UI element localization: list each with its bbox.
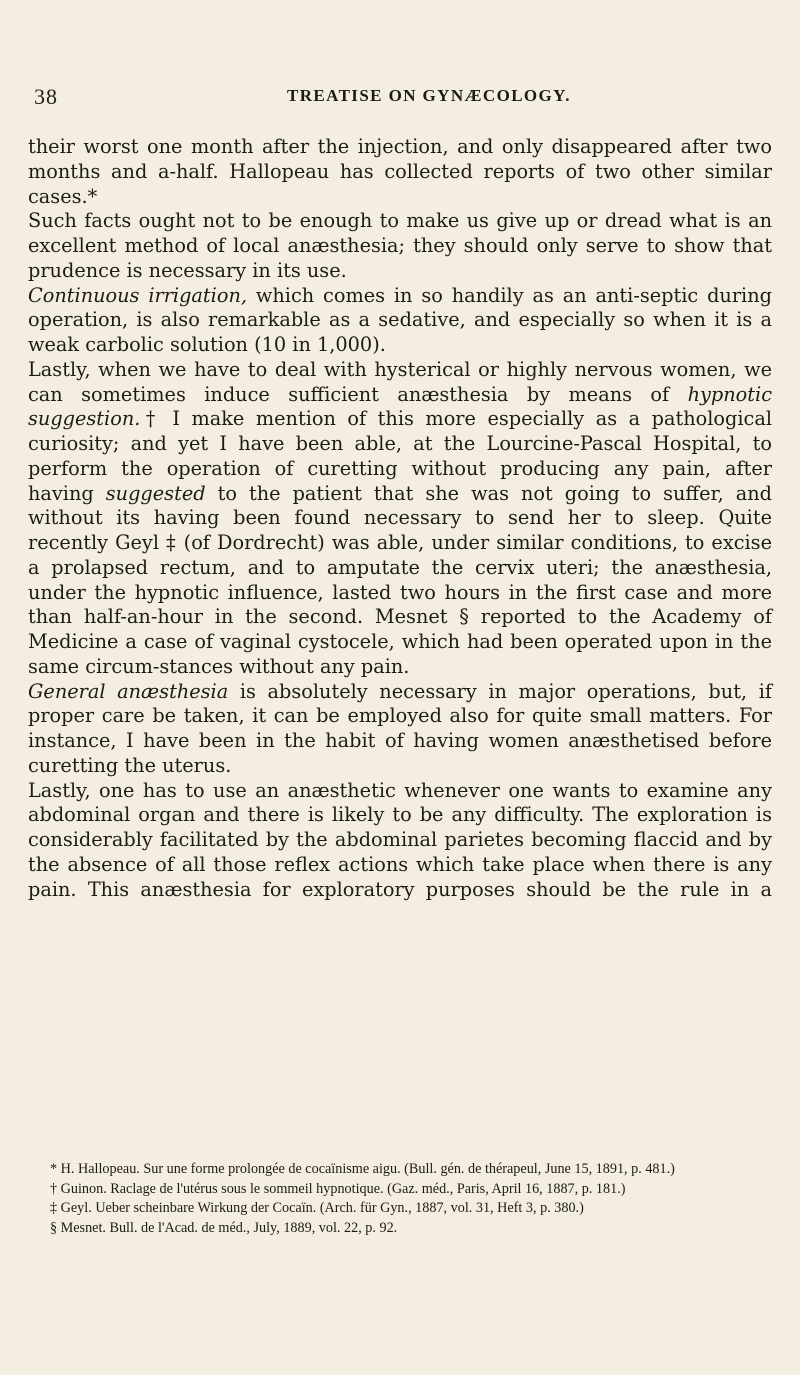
emphasis: General anæsthesia — [28, 679, 229, 703]
footnote: † Guinon. Raclage de l'utérus sous le sommeil hypnotique. (Gaz. méd., Paris, April 16, 1887, p. 181.) — [50, 1180, 626, 1197]
paragraph-6: Lastly, one has to use an anæsthetic whenever one wants to examine any abdominal organ and there is likely to be any difficulty. The exploration is considerably facilitated by the abdominal parietes becoming flaccid and by the absence of all those reflex actions which take place when there is any pain. This anæsthesia for exploratory purposes should be the rule in a — [28, 778, 772, 901]
paragraph-3: Continuous irrigation, which comes in so handily as an anti-septic during operation, is also remarkable as a sedative, and especially so when it is a weak carbolic solution (10 in 1,000). — [28, 283, 772, 356]
paragraph-4: Lastly, when we have to deal with hysterical or highly nervous women, we can sometimes induce sufficient anæsthesia by means of hypnotic suggestion.† I make mention of this more especially as a pathological curiosity; and yet I have been able, at the Lourcine-Pascal Hospital, to perform the operation of curetting without producing any pain, after having suggested to the patient that she was not going to suffer, and without its having been found necessary to send her to sleep. Quite recently Geyl ‡ (of Dordrecht) was able, under similar conditions, to excise a prolapsed rectum, and to amputate the cervix uteri; the anæsthesia, under the hypnotic influence, lasted two hours in the first case and more than half-an-hour in the second. Mesnet § reported to the Academy of Medicine a case of vaginal cystocele, which had been operated upon in the same circum-stances without any pain. — [28, 357, 772, 678]
paragraph-1: their worst one month after the injection, and only disappeared after two months and a-half. Hallopeau has collected reports of two other similar cases.* — [28, 135, 772, 208]
paragraph-5: General anæsthesia is absolutely necessary in major operations, but, if proper care be taken, it can be employed also for quite small matters. For instance, I have been in the habit of having women anæsthetised before curetting the uterus. — [28, 679, 772, 777]
footnote: § Mesnet. Bull. de l'Acad. de méd., July, 1889, vol. 22, p. 92. — [50, 1219, 398, 1236]
footnotes — [28, 1160, 772, 1238]
footnote: ‡ Geyl. Ueber scheinbare Wirkung der Cocaïn. (Arch. für Gyn., 1887, vol. 31, Heft 3, p. 380.) — [50, 1200, 584, 1216]
emphasis: hypnotic suggestion. — [28, 382, 772, 431]
running-head: TREATISE ON GYNÆCOLOGY. — [287, 86, 571, 105]
footnote: * H. Hallopeau. Sur une forme prolongée de cocaïnisme aigu. (Bull. gén. de thérapeul, June 15, 1891, p. 481.) — [50, 1161, 675, 1177]
body-text — [28, 135, 772, 902]
page-header — [0, 84, 800, 114]
page-number: 38 — [34, 84, 58, 109]
emphasis: suggested — [105, 481, 206, 505]
paragraph-2: Such facts ought not to be enough to make us give up or dread what is an excellent method of local anæsthesia; they should only serve to show that prudence is necessary in its use. — [28, 209, 772, 282]
emphasis: Continuous irrigation, — [28, 283, 247, 307]
